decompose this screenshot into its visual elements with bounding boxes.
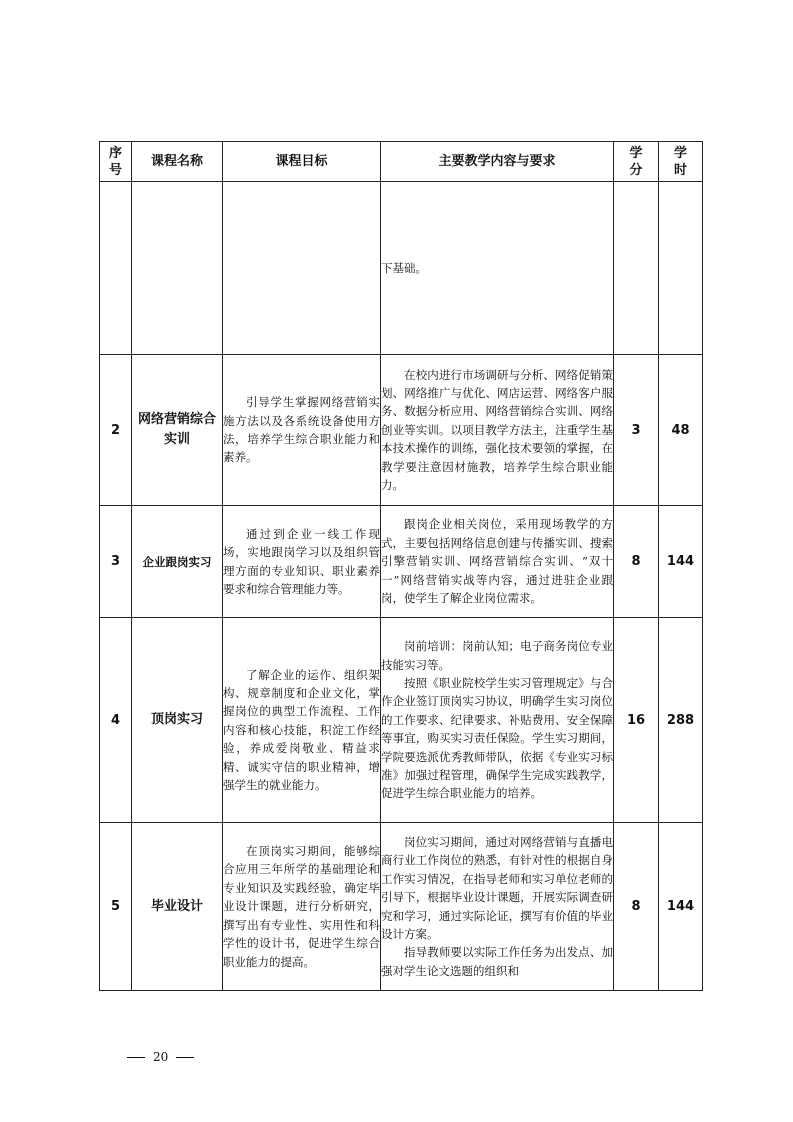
row-course-name: 毕业设计: [132, 823, 223, 991]
page-number: 20: [153, 1050, 169, 1064]
footer-dash-right: [176, 1057, 194, 1058]
row-course-name: [132, 182, 223, 355]
row-index: 2: [100, 355, 132, 506]
row-content: [381, 506, 614, 618]
content-paragraph: 按照《职业院校学生实习管理规定》与合作企业签订顶岗实习协议，明确学生实习岗位的工作要求、纪律要求、补贴费用、安全保障等事宜，购买实习责任保险。学生实习期间，学院要选派优秀教师带队，依据《专业实习标准》加强过程管理，确保学生完成实践教学，促进学生综合职业能力的培养。: [381, 675, 613, 801]
goal-paragraph: 了解企业的运作、组织架构、规章制度和企业文化，掌握岗位的典型工作流程、工作内容和核心技能，积淀工作经验，养成爱岗敬业、精益求精、诚实守信的职业精神，增强学生的就业能力。: [223, 667, 380, 793]
row-goal: [223, 355, 381, 506]
row-credit: 3: [614, 355, 659, 506]
header-hours-label: 学时: [674, 145, 688, 178]
row-hours: 144: [659, 823, 703, 991]
row-content: [381, 823, 614, 991]
row-index: [100, 182, 132, 355]
row-hours: 144: [659, 506, 703, 618]
content-paragraph: 在校内进行市场调研与分析、网络促销策划、网络推广与优化、网店运营、网络客户服务、数据分析应用、网络营销综合实训、网络创业等实训。以项目教学方法主，注重学生基本技术操作的训练，强化技术要领的掌握，在教学要注意因材施教，培养学生综合职业能力。: [381, 367, 613, 493]
content-paragraph: 岗前培训：岗前认知；电子商务岗位专业技能实习等。: [381, 639, 613, 672]
table-row: [100, 355, 703, 506]
row-goal: [223, 618, 381, 823]
table-header-row: [100, 142, 703, 182]
row-goal: [223, 506, 381, 618]
row-credit: 8: [614, 823, 659, 991]
table-row: [100, 618, 703, 823]
row-index: 5: [100, 823, 132, 991]
row-index: 3: [100, 506, 132, 618]
row-content: [381, 618, 614, 823]
content-paragraph: 跟岗企业相关岗位，采用现场教学的方式，主要包括网络信息创建与传播实训、搜索引擎营销实训、网络营销综合实训、“双十一”网络营销实战等内容，通过进驻企业跟岗，使学生了解企业岗位需求。: [381, 517, 613, 606]
table-row: [100, 182, 703, 355]
header-index-label: 序号: [109, 145, 123, 178]
row-goal: [223, 182, 381, 355]
header-goal: [223, 142, 381, 182]
row-credit: [614, 182, 659, 355]
row-content: [381, 182, 614, 355]
row-hours: 48: [659, 355, 703, 506]
row-course-name: 企业跟岗实习: [132, 506, 223, 618]
row-hours: 288: [659, 618, 703, 823]
header-goal-label: 课程目标: [275, 154, 328, 169]
row-credit: 16: [614, 618, 659, 823]
row-course-name: 网络营销综合实训: [132, 355, 223, 506]
header-name: [132, 142, 223, 182]
header-index: [100, 142, 132, 182]
row-course-name: 顶岗实习: [132, 618, 223, 823]
header-hours: [659, 142, 703, 182]
row-hours: [659, 182, 703, 355]
table-row: [100, 506, 703, 618]
content-paragraph: 岗位实习期间，通过对网络营销与直播电商行业工作岗位的熟悉，有针对性的根据自身工作实习情况，在指导老师和实习单位老师的引导下，根据毕业设计课题，开展实际调查研究和学习，通过实际论证，撰写有价值的毕业设计方案。: [381, 834, 613, 941]
content-paragraph: 指导教师要以实际工作任务为出发点、加强对学生论文选题的组织和: [381, 945, 613, 978]
page-footer: [127, 1050, 194, 1064]
header-content: [381, 142, 614, 182]
goal-paragraph: 引导学生掌握网络营销实施方法以及各系统设备使用方法，培养学生综合职业能力和素养。: [223, 395, 380, 465]
header-credit: [614, 142, 659, 182]
row-content: [381, 355, 614, 506]
header-name-label: 课程名称: [150, 154, 203, 169]
row-index: 4: [100, 618, 132, 823]
header-credit-label: 学分: [629, 145, 643, 178]
row-credit: 8: [614, 506, 659, 618]
goal-paragraph: 通过到企业一线工作现场，实地跟岗学习以及组织管理方面的专业知识、职业素养要求和综合管理能力等。: [223, 526, 380, 596]
footer-dash-left: [127, 1057, 145, 1058]
row-goal: [223, 823, 381, 991]
course-table: [99, 141, 703, 991]
goal-paragraph: 在顶岗实习期间，能够综合应用三年所学的基础理论和专业知识及实践经验，确定毕业设计课题，进行分析研究，撰写出有专业性、实用性和科学性的设计书，促进学生综合职业能力的提高。: [223, 844, 380, 969]
header-content-label: 主要教学内容与要求: [438, 154, 556, 169]
table-row: [100, 823, 703, 991]
content-paragraph: 下基础。: [381, 260, 427, 275]
